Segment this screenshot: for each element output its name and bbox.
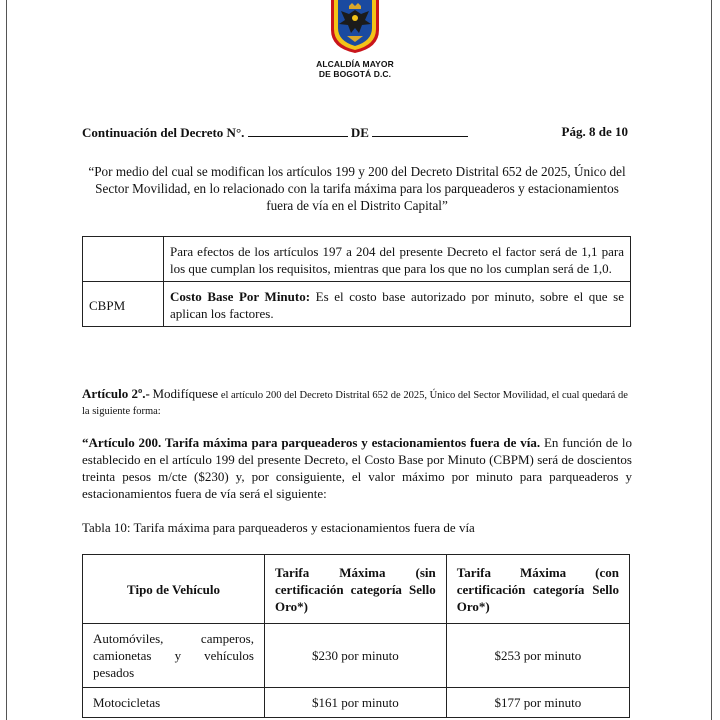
rate-without-certification-cell: $161 por minuto xyxy=(265,688,447,718)
definition-text xyxy=(164,237,631,282)
rate-without-certification-cell: $230 por minuto xyxy=(265,624,447,688)
column-header-rate-with-certification: Tarifa Máxima (con certificación categoría Sello Oro*) xyxy=(446,555,629,624)
definition-description: Para efectos de los artículos 197 a 204 del presente Decreto el factor será de 1,1 para los que cumplan los requisitos, mientras que para los que no los cumplan será de 1,0. xyxy=(170,244,624,276)
definition-description: Es el costo base autorizado por minuto, sobre el que se aplican los factores. xyxy=(170,289,624,321)
logo-line-1: ALCALDÍA MAYOR xyxy=(316,59,394,69)
article-200-text: En función de lo establecido en el artículo 199 del presente Decreto, el Costo Base por Minuto (CBPM) será de doscientos treinta pesos m/cte ($230) y, por consiguiente, el valor máximo por minuto para parqueaderos y estacionamientos fuera de vía será el siguiente: xyxy=(82,435,632,501)
definition-term xyxy=(83,237,164,282)
decree-preamble: “Por medio del cual se modifican los artículos 199 y 200 del Decreto Distrital 652 de 2025, Único del Sector Movilidad, en lo relacionado con la tarifa máxima para los parqueaderos y estacionamientos fuera de vía en el Distrito Capital” xyxy=(88,164,626,213)
article-200-title: “Artículo 200. Tarifa máxima para parqueaderos y estacionamientos fuera de vía. xyxy=(82,435,541,450)
vehicle-type-cell: Automóviles, camperos, camionetas y vehículos pesados xyxy=(83,624,265,688)
vehicle-type-cell: Motocicletas xyxy=(83,688,265,718)
article-200-paragraph xyxy=(82,434,632,502)
decree-de-label: DE xyxy=(350,125,369,140)
rate-with-certification-cell: $177 por minuto xyxy=(446,688,629,718)
definition-bold-term: Costo Base Por Minuto: xyxy=(170,289,311,304)
table-row xyxy=(83,688,630,718)
definitions-table xyxy=(82,236,631,327)
page-number: Pág. 8 de 10 xyxy=(561,124,628,139)
decree-header xyxy=(82,124,628,144)
bogota-coat-of-arms-icon xyxy=(329,0,381,54)
article-2-title: Artículo 2º.- xyxy=(82,386,150,401)
table-row xyxy=(83,237,631,282)
decree-label: Continuación del Decreto N°. xyxy=(82,125,245,140)
definition-term: CBPM xyxy=(83,282,164,327)
decree-number-blank xyxy=(248,124,348,137)
table-caption: Tabla 10: Tarifa máxima para parqueaderos y estacionamientos fuera de vía xyxy=(82,520,475,535)
rates-table xyxy=(82,554,630,718)
article-2-paragraph xyxy=(82,386,632,420)
logo-line-2: DE BOGOTÁ D.C. xyxy=(318,69,392,79)
table-row xyxy=(83,282,631,327)
table-header-row xyxy=(83,555,630,624)
article-2-verb: Modifíquese xyxy=(152,386,219,401)
article-2-text: el artículo 200 del Decreto Distrital 652 de 2025, Único del Sector Movilidad, el cual quedará de la siguiente forma: xyxy=(82,390,628,417)
logo-text xyxy=(300,59,410,79)
page-border-right xyxy=(711,0,712,720)
column-header-vehicle-type: Tipo de Vehículo xyxy=(83,555,265,624)
rate-with-certification-cell: $253 por minuto xyxy=(446,624,629,688)
table-row xyxy=(83,624,630,688)
decree-date-blank xyxy=(372,124,468,137)
page-border-left xyxy=(6,0,7,720)
definition-text xyxy=(164,282,631,327)
column-header-rate-without-certification: Tarifa Máxima (sin certificación categoría Sello Oro*) xyxy=(265,555,447,624)
